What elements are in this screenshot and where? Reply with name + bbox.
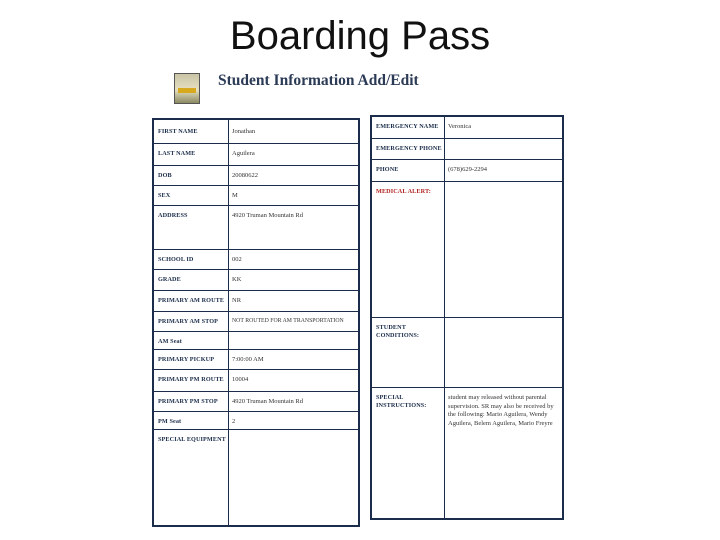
- pm-seat-value: 2: [232, 418, 236, 425]
- primary-pm-route-value: 10004: [232, 376, 249, 383]
- row-special-instructions: [372, 388, 562, 518]
- primary-pm-stop-value: 4920 Truman Mountain Rd: [232, 398, 303, 405]
- special-equipment-label: SPECIAL EQUIPMENT: [158, 436, 226, 443]
- row-primary-pickup: [154, 350, 358, 370]
- emergency-name-value: Veronica: [448, 123, 472, 130]
- primary-am-stop-label: PRIMARY AM STOP: [158, 318, 219, 325]
- sex-value: M: [232, 192, 238, 199]
- slide-title: Boarding Pass: [229, 14, 491, 58]
- pm-seat-label: PM Seat: [158, 418, 182, 425]
- row-medical-alert: [372, 182, 562, 318]
- document-heading: Student Information Add/Edit: [218, 72, 419, 89]
- am-seat-label: AM Seat: [158, 338, 182, 345]
- row-dob: [154, 166, 358, 186]
- row-am-seat: [154, 332, 358, 350]
- primary-am-route-label: PRIMARY AM ROUTE: [158, 297, 225, 304]
- row-primary-am-stop: [154, 312, 358, 332]
- document-logo-icon: [174, 73, 200, 104]
- last-name-label: LAST NAME: [158, 150, 196, 157]
- address-label: ADDRESS: [158, 212, 188, 219]
- row-last-name: [154, 144, 358, 166]
- grade-value: KK: [232, 276, 242, 283]
- row-sex: [154, 186, 358, 206]
- address-value: 4920 Truman Mountain Rd: [232, 212, 303, 219]
- school-id-label: SCHOOL ID: [158, 256, 194, 263]
- row-phone: [372, 160, 562, 182]
- primary-pickup-value: 7:00:00 AM: [232, 356, 264, 363]
- row-primary-pm-stop: [154, 392, 358, 412]
- phone-value: (678)629-2294: [448, 166, 487, 173]
- emergency-name-label: EMERGENCY NAME: [376, 123, 439, 130]
- student-info-panel: [152, 118, 360, 527]
- primary-pickup-label: PRIMARY PICKUP: [158, 356, 215, 363]
- dob-label: DOB: [158, 172, 172, 179]
- grade-label: GRADE: [158, 276, 181, 283]
- medical-alert-label: MEDICAL ALERT:: [376, 188, 431, 195]
- row-school-id: [154, 250, 358, 270]
- emergency-phone-label: EMERGENCY PHONE: [376, 145, 442, 152]
- primary-pm-route-label: PRIMARY PM ROUTE: [158, 376, 224, 383]
- special-instructions-label: SPECIAL INSTRUCTIONS:: [376, 394, 427, 409]
- row-emergency-name: [372, 117, 562, 139]
- sex-label: SEX: [158, 192, 171, 199]
- row-primary-am-route: [154, 291, 358, 312]
- row-student-conditions: [372, 318, 562, 388]
- school-id-value: 002: [232, 256, 242, 263]
- phone-label: PHONE: [376, 166, 399, 173]
- first-name-value: Jonathan: [232, 128, 256, 135]
- row-emergency-phone: [372, 139, 562, 160]
- row-grade: [154, 270, 358, 291]
- dob-value: 20080622: [232, 172, 258, 179]
- row-pm-seat: [154, 412, 358, 430]
- first-name-label: FIRST NAME: [158, 128, 198, 135]
- row-primary-pm-route: [154, 370, 358, 392]
- row-first-name: [154, 122, 358, 144]
- student-conditions-label: STUDENT CONDITIONS:: [376, 324, 420, 339]
- emergency-info-panel: [370, 115, 564, 520]
- row-special-equipment: [154, 430, 358, 525]
- primary-pm-stop-label: PRIMARY PM STOP: [158, 398, 218, 405]
- primary-am-stop-value: NOT ROUTED FOR AM TRANSPORTATION: [232, 318, 344, 324]
- row-address: [154, 206, 358, 250]
- last-name-value: Aguilera: [232, 150, 255, 157]
- special-instructions-value: student may released without parental supervision. SR may also be received by the following: Mario Aguilera, Wendy Aguilera, Belem Aguilera, Mario Freyre: [448, 394, 554, 427]
- primary-am-route-value: NR: [232, 297, 242, 304]
